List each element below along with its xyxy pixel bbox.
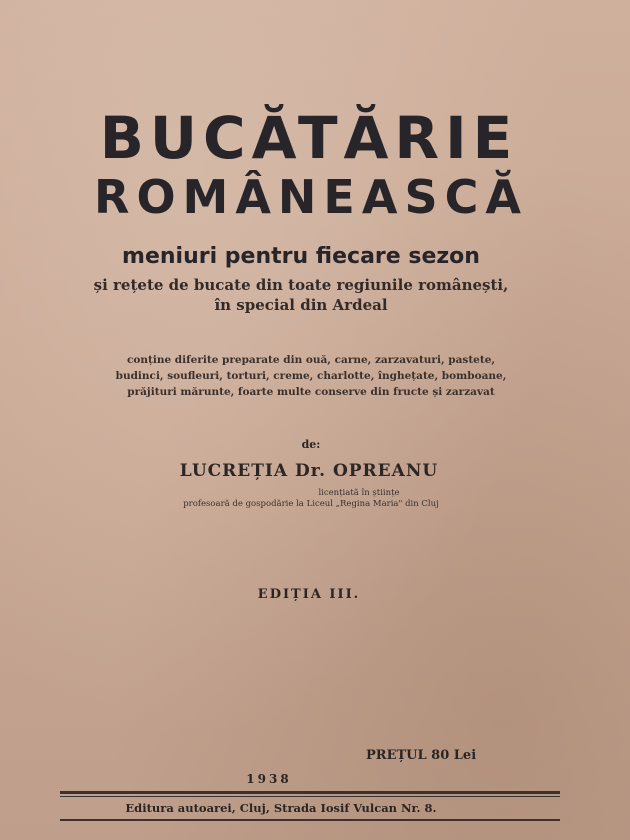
- publication-year: 1938: [246, 772, 292, 786]
- description-line-2: în special din Ardeal: [214, 296, 388, 314]
- publisher-line: Editura autoarei, Cluj, Strada Iosif Vulcan Nr. 8.: [125, 801, 437, 815]
- title-line-1: BUCĂTĂRIE: [99, 104, 519, 172]
- author-position: profesoară de gospodărie la Liceul „Regina Maria" din Cluj: [183, 499, 439, 509]
- by-label: de:: [301, 438, 321, 451]
- title-line-2: ROMÂNEASCĂ: [94, 170, 528, 224]
- author-name: LUCREȚIA Dr. OPREANU: [179, 461, 439, 481]
- contents-line-3: prăjituri mărunte, foarte multe conserve din fructe și zarzavat: [127, 386, 495, 398]
- contents-line-2: budinci, soufleuri, torturi, creme, charlotte, înghețate, bomboane,: [115, 370, 507, 382]
- subtitle: meniuri pentru fiecare sezon: [122, 244, 480, 269]
- edition: EDIȚIA III.: [257, 587, 361, 602]
- price: PREȚUL 80 Lei: [366, 748, 477, 763]
- divider-thick: [60, 791, 560, 794]
- author-credential: licențiată în științe: [318, 488, 400, 498]
- description-line-1: și rețete de bucate din toate regiunile românești,: [93, 276, 509, 294]
- divider-thin: [60, 796, 560, 797]
- divider-bottom: [60, 819, 560, 821]
- contents-line-1: conține diferite preparate din ouă, carne, zarzavaturi, pastete,: [126, 354, 496, 366]
